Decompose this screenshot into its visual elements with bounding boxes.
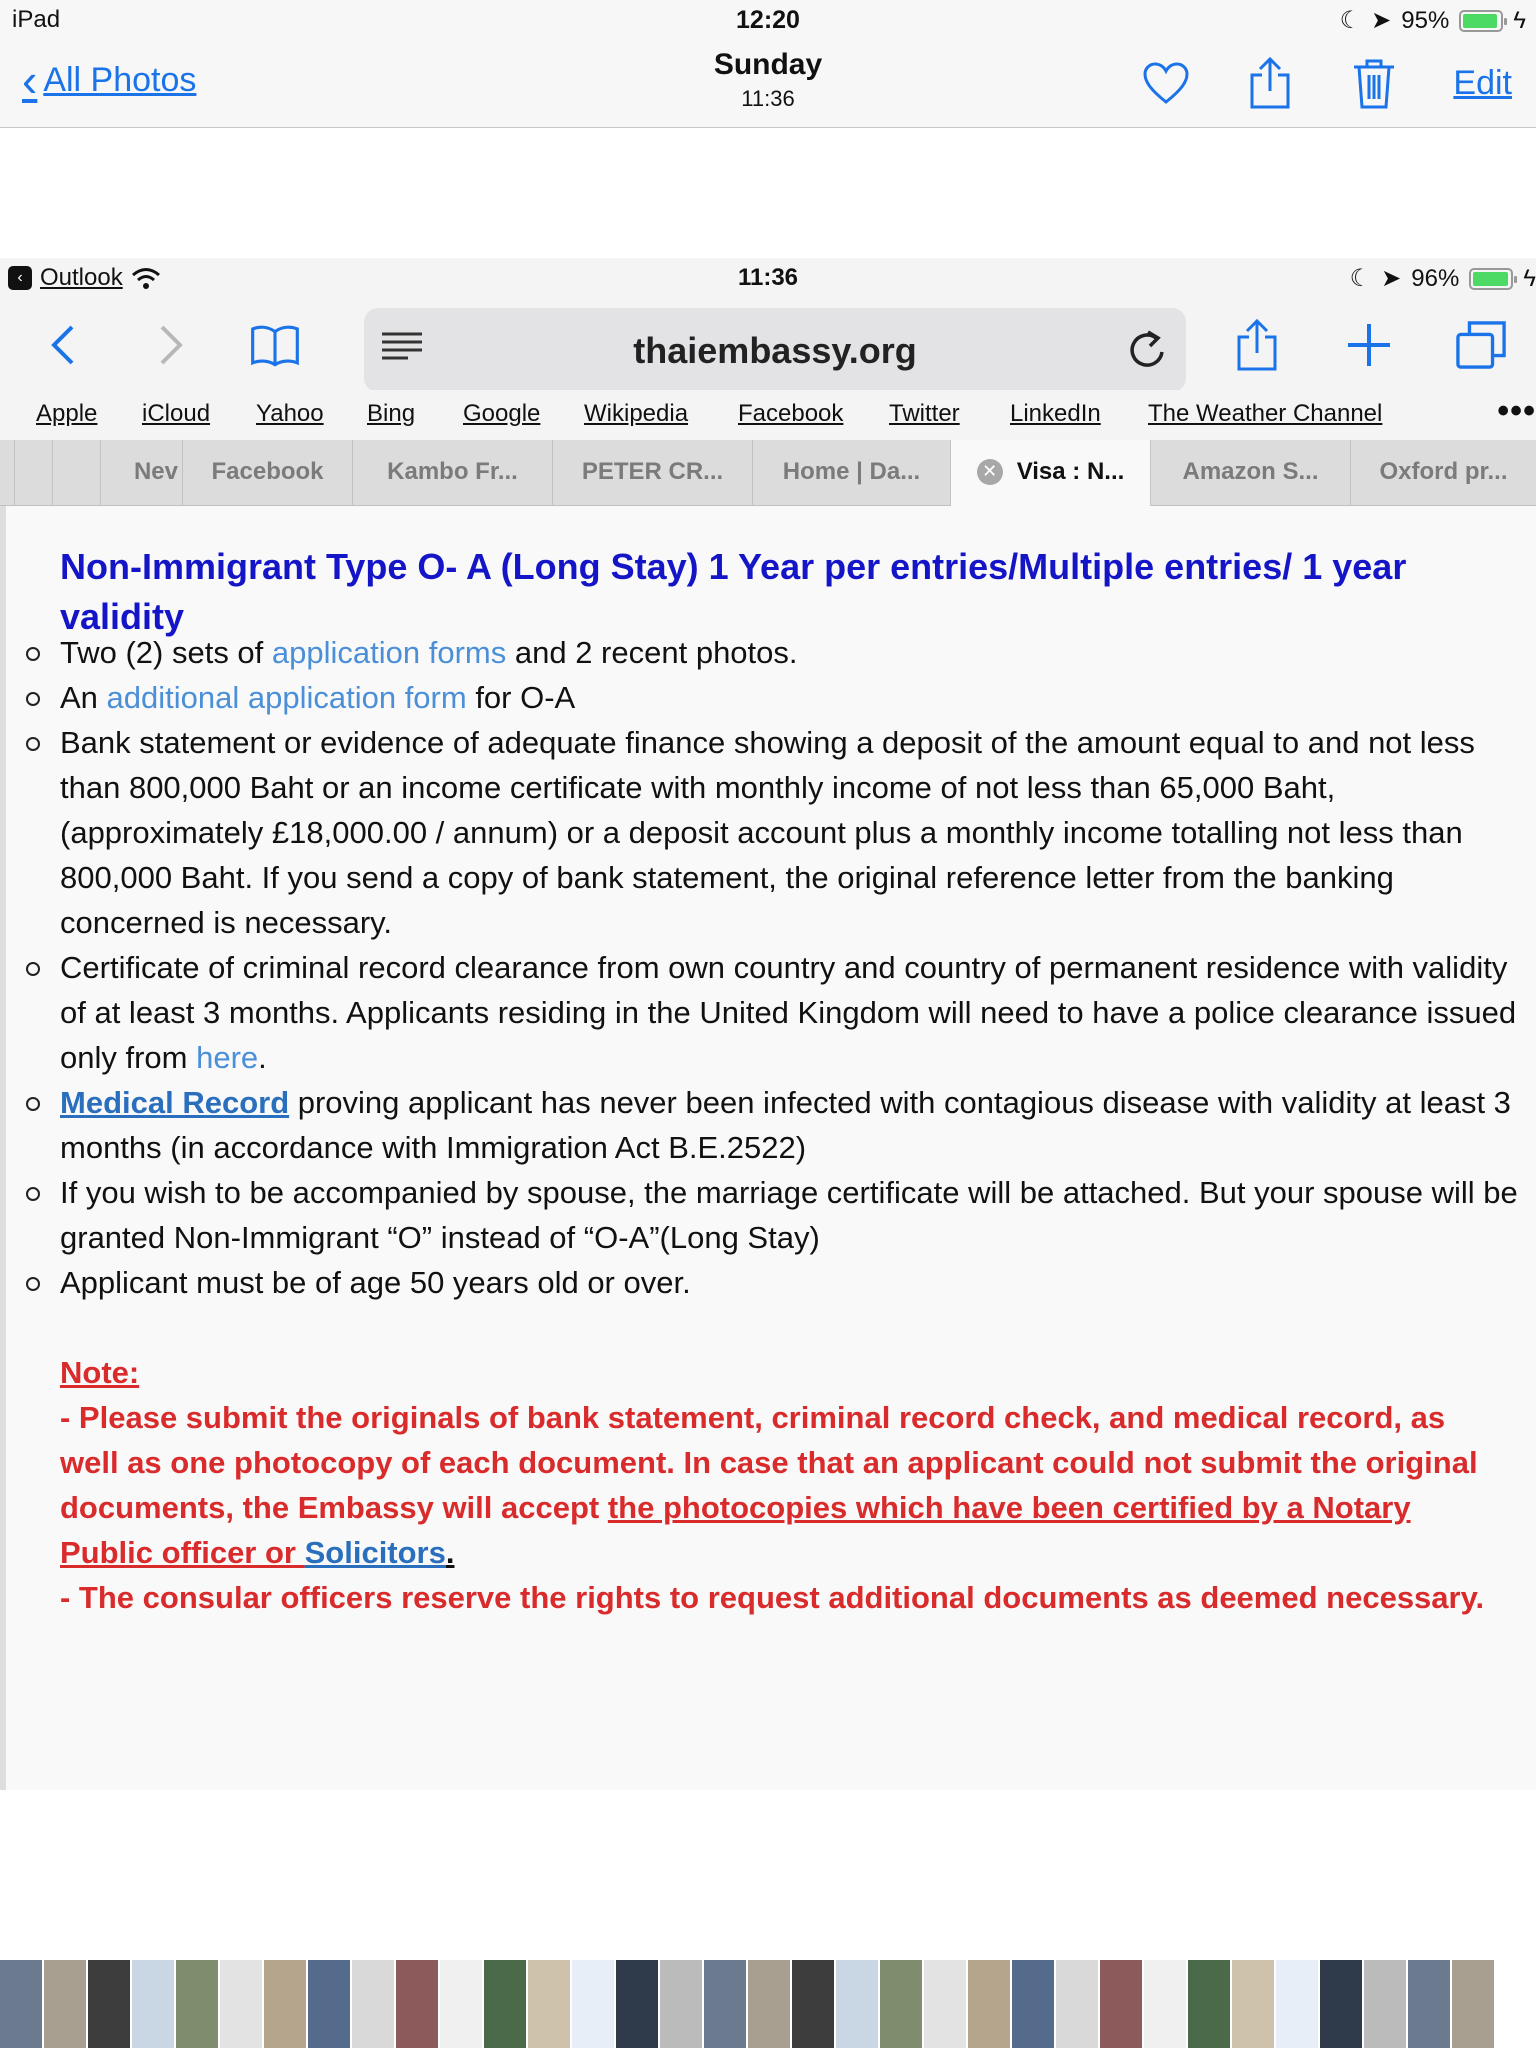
reload-icon[interactable] <box>1128 328 1168 375</box>
safari-status-bar <box>0 258 1536 298</box>
trash-icon[interactable] <box>1349 56 1399 110</box>
page-heading: Non-Immigrant Type O- A (Long Stay) 1 Year per entries/Multiple entries/ 1 year validity <box>60 546 1407 637</box>
photo-thumbnail[interactable] <box>440 1960 482 2048</box>
photo-thumbnail[interactable] <box>572 1960 614 2048</box>
photo-thumbnail[interactable] <box>528 1960 570 2048</box>
tab-visa-label: Visa : N... <box>1016 458 1125 485</box>
photo-thumbnail[interactable] <box>1408 1960 1450 2048</box>
share-icon[interactable] <box>1232 320 1282 370</box>
photo-thumbnail[interactable] <box>1320 1960 1362 2048</box>
application-forms-link[interactable]: application forms <box>271 635 507 670</box>
tab-stacked[interactable] <box>14 440 52 506</box>
back-arrow-icon[interactable] <box>38 320 88 370</box>
bookmark-facebook[interactable]: Facebook <box>738 400 844 427</box>
solicitors-link[interactable]: Solicitors <box>304 1535 446 1570</box>
bookmark-bing[interactable]: Bing <box>367 400 416 427</box>
web-page-content <box>0 506 1536 1790</box>
bookmark-apple[interactable]: Apple <box>36 400 98 427</box>
tab-stacked[interactable] <box>52 440 100 506</box>
bookmark-yahoo[interactable]: Yahoo <box>256 400 324 427</box>
bookmark-wikipedia[interactable]: Wikipedia <box>584 400 689 427</box>
list-item: Two (2) sets of application forms and 2 recent photos. <box>60 630 1520 675</box>
photo-thumbnail[interactable] <box>1364 1960 1406 2048</box>
photo-thumbnail[interactable] <box>264 1960 306 2048</box>
photo-time: 11:36 <box>741 86 795 111</box>
new-tab-plus-icon[interactable] <box>1344 320 1394 370</box>
forward-arrow-icon[interactable] <box>146 320 196 370</box>
photo-thumbnail[interactable] <box>1012 1960 1054 2048</box>
photo-thumbnail[interactable] <box>308 1960 350 2048</box>
outer-battery-percent: 95% <box>1401 6 1450 34</box>
photo-thumbnail[interactable] <box>132 1960 174 2048</box>
notary-link[interactable]: the photocopies which have been certified by a Notary Public officer or <box>60 1490 1411 1570</box>
list-item: If you wish to be accompanied by spouse, the marriage certificate will be attached. But your spouse will be granted Non-Immigrant “O” instead of “O-A”(Long Stay) <box>60 1170 1520 1260</box>
photo-thumbnail[interactable] <box>88 1960 130 2048</box>
moon-icon: ☾ <box>1339 7 1362 34</box>
photo-thumbnail[interactable] <box>836 1960 878 2048</box>
charging-icon: ϟ <box>1523 264 1536 292</box>
photo-thumbnail[interactable] <box>660 1960 702 2048</box>
photo-thumbnail[interactable] <box>616 1960 658 2048</box>
safari-status-right <box>1350 264 1536 293</box>
safari-battery-percent: 96% <box>1411 264 1460 292</box>
photo-thumbnail-strip[interactable] <box>0 1960 1536 2048</box>
photo-thumbnail[interactable] <box>1056 1960 1098 2048</box>
bookmark-icloud[interactable]: iCloud <box>142 400 211 427</box>
tab-facebook[interactable]: Facebook <box>182 440 352 506</box>
note-block <box>60 1350 1500 1620</box>
tab-visa-active[interactable] <box>950 440 1150 506</box>
photo-thumbnail[interactable] <box>880 1960 922 2048</box>
tab-amazon[interactable]: Amazon S... <box>1150 440 1350 506</box>
tab-oxford[interactable]: Oxford pr... <box>1350 440 1536 506</box>
photo-thumbnail[interactable] <box>44 1960 86 2048</box>
tab-kambo[interactable]: Kambo Fr... <box>352 440 552 506</box>
list-item: Bank statement or evidence of adequate finance showing a deposit of the amount equal to and not less than 800,000 Baht or an income certificate with monthly income of not less than 65,000 Baht, (approximately £18,000.00 / annum) or a deposit account plus a monthly income totalling not less than 800,000 Baht. If you send a copy of bank statement, the original reference letter from the banking concerned is necessary. <box>60 720 1520 945</box>
safari-screenshot <box>0 258 1536 1790</box>
safari-clock: 11:36 <box>737 264 799 291</box>
edit-button[interactable]: Edit <box>1453 63 1512 102</box>
moon-icon: ☾ <box>1349 265 1372 292</box>
outer-clock: 12:20 <box>736 6 800 34</box>
photo-thumbnail[interactable] <box>1232 1960 1274 2048</box>
photo-thumbnail[interactable] <box>968 1960 1010 2048</box>
list-item: Medical Record proving applicant has never been infected with contagious disease with validity at least 3 months (in accordance with Immigration Act B.E.2522) <box>60 1080 1520 1170</box>
tab-bar <box>0 440 1536 506</box>
bookmark-linkedin[interactable]: LinkedIn <box>1010 400 1101 427</box>
device-name: iPad <box>12 6 61 33</box>
share-icon[interactable] <box>1245 56 1295 110</box>
location-icon: ➤ <box>1381 265 1402 292</box>
photo-thumbnail[interactable] <box>1144 1960 1186 2048</box>
location-icon: ➤ <box>1371 7 1392 34</box>
photo-thumbnail[interactable] <box>1452 1960 1494 2048</box>
photo-thumbnail[interactable] <box>1188 1960 1230 2048</box>
bookmark-twitter[interactable]: Twitter <box>889 400 960 427</box>
bookmarks-book-icon[interactable] <box>250 320 300 370</box>
photo-thumbnail[interactable] <box>176 1960 218 2048</box>
note-paragraph-1: - Please submit the originals of bank statement, criminal record check, and medical record, as well as one photocopy of each document. In case that an applicant could not submit the original documents, the Embassy will accept the photocopies which have been certified by a Notary Public officer or Solicitors. <box>60 1400 1478 1570</box>
note-paragraph-2: - The consular officers reserve the rights to request additional documents as deemed necessary. <box>60 1580 1485 1615</box>
photo-thumbnail[interactable] <box>1276 1960 1318 2048</box>
requirements-list <box>60 630 1520 1305</box>
close-tab-icon[interactable]: ✕ <box>977 459 1003 485</box>
charging-icon: ϟ <box>1513 6 1526 34</box>
safari-toolbar <box>0 298 1536 390</box>
battery-icon <box>1459 10 1503 32</box>
photo-thumbnail[interactable] <box>352 1960 394 2048</box>
tab-peter[interactable]: PETER CR... <box>552 440 752 506</box>
list-item: Certificate of criminal record clearance from own country and country of permanent residence with validity of at least 3 months. Applicants residing in the United Kingdom will need to have a police clearance issued only from here. <box>60 945 1520 1080</box>
photo-thumbnail[interactable] <box>396 1960 438 2048</box>
url-text: thaiembassy.org <box>633 330 917 371</box>
bookmark-weather-channel[interactable]: The Weather Channel <box>1148 400 1383 427</box>
photo-thumbnail[interactable] <box>1100 1960 1142 2048</box>
bookmark-google[interactable]: Google <box>463 400 541 427</box>
additional-form-link[interactable]: additional application form <box>106 680 467 715</box>
outer-status-right <box>1340 6 1526 35</box>
list-item: Applicant must be of age 50 years old or over. <box>60 1260 1520 1305</box>
photo-thumbnail[interactable] <box>924 1960 966 2048</box>
back-label: All Photos <box>43 60 197 99</box>
photo-thumbnail[interactable] <box>484 1960 526 2048</box>
tab-new[interactable]: Nev <box>100 440 182 506</box>
outer-status-bar <box>0 0 1536 40</box>
heart-icon[interactable] <box>1141 56 1191 110</box>
back-to-app-icon: ‹ <box>8 266 32 290</box>
battery-icon <box>1469 268 1513 290</box>
photo-actions <box>1141 56 1512 110</box>
medical-record-link[interactable]: Medical Record <box>60 1085 290 1120</box>
photo-thumbnail[interactable] <box>792 1960 834 2048</box>
photo-thumbnail[interactable] <box>748 1960 790 2048</box>
photo-thumbnail[interactable] <box>0 1960 42 2048</box>
list-item: An additional application form for O-A <box>60 675 1520 720</box>
police-clearance-link[interactable]: here <box>196 1040 259 1075</box>
tab-home[interactable]: Home | Da... <box>752 440 950 506</box>
photo-day: Sunday <box>713 48 823 81</box>
photos-nav-bar <box>0 40 1536 128</box>
photo-thumbnail[interactable] <box>220 1960 262 2048</box>
photo-thumbnail[interactable] <box>704 1960 746 2048</box>
tabs-overview-icon[interactable] <box>1456 320 1506 370</box>
note-label: Note: <box>60 1355 140 1390</box>
favorites-bar <box>0 390 1536 440</box>
more-bookmarks-button[interactable]: ••• <box>1497 392 1536 430</box>
chevron-left-icon: ‹ <box>22 54 38 106</box>
address-bar[interactable] <box>364 308 1186 392</box>
back-to-app-label: Outlook <box>40 264 123 291</box>
